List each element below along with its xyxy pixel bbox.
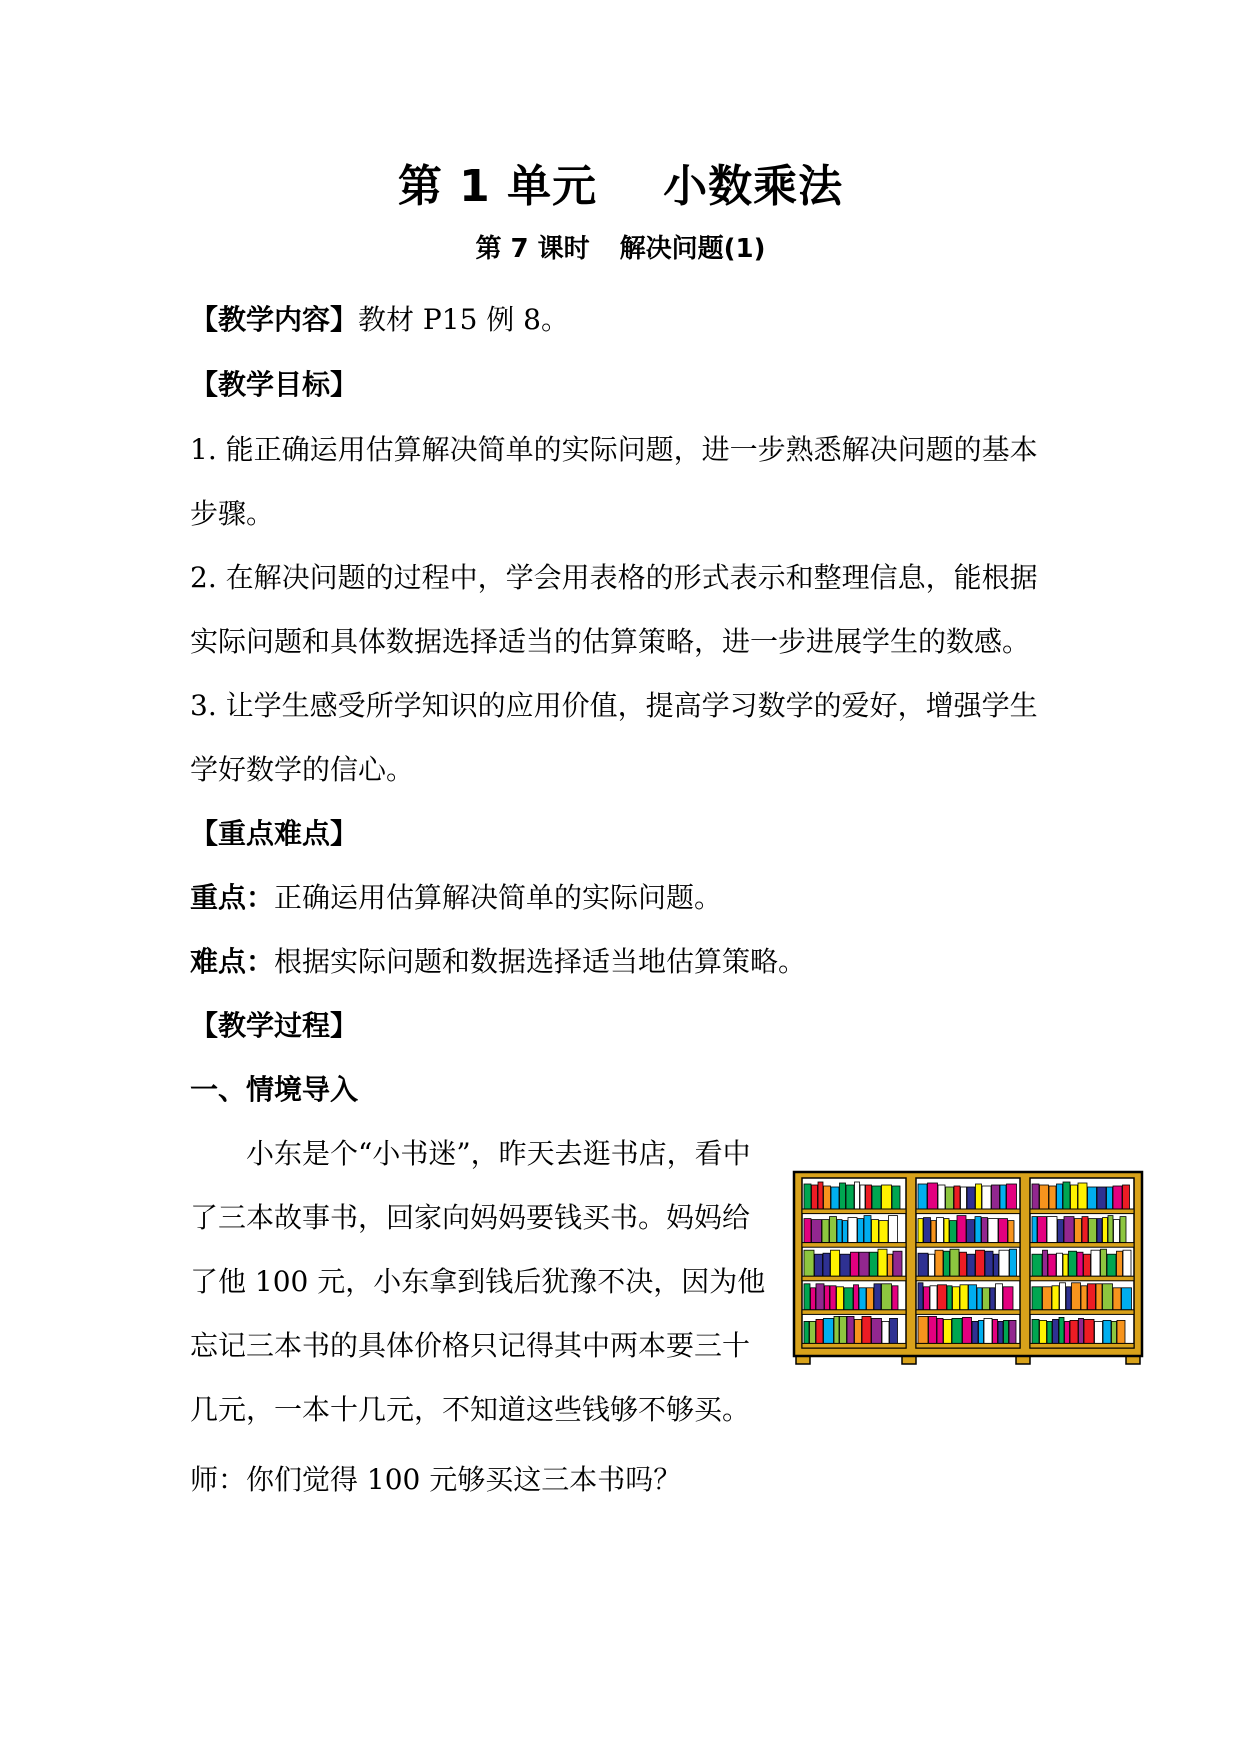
book xyxy=(918,1316,928,1343)
difficult-point-line xyxy=(190,942,806,982)
book xyxy=(1091,1250,1100,1276)
book xyxy=(1096,1284,1102,1310)
book xyxy=(1003,1287,1013,1310)
book xyxy=(1057,1184,1063,1209)
book xyxy=(929,1254,935,1276)
book xyxy=(1072,1283,1081,1310)
book xyxy=(1032,1184,1039,1209)
book xyxy=(889,1216,898,1243)
book xyxy=(892,1286,898,1310)
book xyxy=(804,1284,810,1310)
teaching-content-heading: 【教学内容】 xyxy=(190,303,359,336)
key-point-text: 正确运用估算解决简单的实际问题。 xyxy=(274,881,723,914)
book xyxy=(1084,1319,1094,1343)
book xyxy=(1060,1283,1066,1310)
book xyxy=(1070,1320,1078,1343)
book xyxy=(1088,1187,1097,1209)
book xyxy=(872,1186,881,1209)
book xyxy=(874,1284,881,1310)
lesson-title xyxy=(0,228,1241,265)
story-line-5: 几元，一本十几元，不知道这些钱够不够买。 xyxy=(190,1393,751,1426)
book xyxy=(967,1254,975,1276)
goal-1-text: 1. 能正确运用估算解决简单的实际问题，进一步熟悉解决问题的基本 xyxy=(190,433,1038,466)
book xyxy=(988,1219,998,1243)
unit-topic: 小数乘法 xyxy=(663,161,844,212)
book xyxy=(810,1321,816,1343)
book xyxy=(1063,1254,1068,1276)
book xyxy=(1057,1253,1063,1276)
book xyxy=(1112,1321,1117,1343)
book xyxy=(996,1284,1003,1310)
book xyxy=(984,1318,992,1343)
book xyxy=(1103,1218,1108,1243)
book xyxy=(822,1220,829,1243)
book xyxy=(831,1187,839,1209)
book xyxy=(937,1318,943,1343)
book xyxy=(815,1254,823,1276)
book xyxy=(812,1220,822,1243)
book xyxy=(953,1287,960,1310)
book xyxy=(950,1249,959,1276)
book xyxy=(935,1250,943,1276)
book xyxy=(918,1219,923,1243)
book xyxy=(843,1221,848,1243)
book xyxy=(848,1218,857,1243)
book xyxy=(1032,1319,1039,1343)
goal-1-line-2: 步骤。 xyxy=(190,497,275,530)
book xyxy=(967,1220,975,1243)
book xyxy=(976,1184,982,1209)
book xyxy=(1048,1254,1056,1276)
book xyxy=(957,1216,966,1243)
goal-2-text: 2. 在解决问题的过程中，学会用表格的形式表示和整理信息，能根据 xyxy=(190,561,1038,594)
book xyxy=(1089,1219,1097,1243)
book xyxy=(938,1185,945,1209)
book xyxy=(1122,1288,1132,1310)
book xyxy=(837,1287,844,1310)
shelf-board xyxy=(1030,1276,1134,1281)
book xyxy=(1038,1217,1047,1243)
book xyxy=(1004,1320,1009,1343)
book xyxy=(1008,1221,1014,1243)
book xyxy=(870,1252,878,1276)
book xyxy=(859,1288,866,1310)
shelf-board xyxy=(916,1243,1020,1248)
book xyxy=(1088,1284,1096,1310)
book xyxy=(960,1252,967,1276)
book xyxy=(1084,1254,1091,1276)
book xyxy=(1113,1186,1122,1209)
book xyxy=(872,1220,879,1243)
teacher-question: 师：你们觉得 100 元够买这三本书吗？ xyxy=(190,1463,682,1496)
book xyxy=(985,1251,993,1276)
book xyxy=(930,1286,937,1310)
book xyxy=(1097,1187,1106,1209)
teaching-content-line xyxy=(190,300,569,340)
book xyxy=(882,1321,889,1343)
book xyxy=(1052,1286,1059,1310)
story-line-3: 了他 100 元，小东拿到钱后犹豫不决，因为他 xyxy=(190,1265,766,1298)
book xyxy=(854,1285,859,1310)
book xyxy=(872,1318,882,1343)
book xyxy=(960,1285,968,1310)
book xyxy=(952,1318,962,1343)
book xyxy=(1063,1182,1070,1209)
key-points-heading: 【重点难点】 xyxy=(190,817,359,850)
book xyxy=(1009,1320,1016,1343)
book xyxy=(1040,1185,1049,1209)
book xyxy=(972,1321,978,1343)
book xyxy=(1117,1320,1125,1343)
book xyxy=(1078,1183,1087,1209)
book xyxy=(1107,1254,1116,1276)
difficult-point-text: 根据实际问题和数据选择适当地估算策略。 xyxy=(274,945,807,978)
book xyxy=(944,1251,950,1276)
book xyxy=(977,1288,982,1310)
book xyxy=(924,1287,930,1310)
book xyxy=(847,1316,854,1343)
story-line-2: 了三本故事书，回家向妈妈要钱买书。妈妈给 xyxy=(190,1201,751,1234)
book xyxy=(938,1285,947,1310)
book xyxy=(882,1185,892,1209)
goal-3-line-1 xyxy=(190,686,1052,726)
book xyxy=(893,1251,902,1276)
book xyxy=(1040,1320,1047,1343)
book xyxy=(1049,1186,1056,1209)
shelf-board xyxy=(802,1310,906,1315)
book xyxy=(931,1221,936,1243)
shelf-board xyxy=(916,1276,1020,1281)
book xyxy=(1000,1185,1006,1209)
book xyxy=(824,1318,834,1343)
book xyxy=(1053,1319,1059,1343)
book xyxy=(855,1182,860,1209)
book xyxy=(1069,1251,1077,1276)
book xyxy=(1097,1219,1102,1243)
goal-1-line-1 xyxy=(190,430,1052,470)
shelf-board xyxy=(1030,1209,1134,1214)
section-1-heading: 一、情境导入 xyxy=(190,1073,359,1106)
key-point-label: 重点： xyxy=(190,881,275,914)
book xyxy=(976,1250,985,1276)
book xyxy=(1079,1318,1084,1343)
book xyxy=(937,1218,944,1243)
book xyxy=(840,1183,846,1209)
book xyxy=(924,1218,931,1243)
book xyxy=(1108,1216,1113,1243)
book xyxy=(830,1286,836,1310)
book xyxy=(851,1252,859,1276)
teaching-content-text: 教材 P15 例 8。 xyxy=(358,303,570,336)
book xyxy=(918,1184,927,1209)
book xyxy=(983,1288,990,1310)
unit-title xyxy=(0,150,1241,214)
book xyxy=(999,1250,1009,1276)
shelf-board xyxy=(916,1343,1020,1348)
book xyxy=(816,1284,824,1310)
book xyxy=(946,1187,954,1209)
book xyxy=(994,1254,999,1276)
shelf-board xyxy=(1030,1343,1134,1348)
goal-3-line-2: 学好数学的信心。 xyxy=(190,753,415,786)
book xyxy=(1117,1251,1123,1276)
book xyxy=(944,1319,952,1343)
book xyxy=(858,1219,864,1243)
book xyxy=(1114,1220,1120,1243)
book xyxy=(1058,1220,1064,1243)
shelf-board xyxy=(802,1343,906,1348)
book xyxy=(1066,1287,1071,1310)
book xyxy=(1010,1249,1017,1276)
book xyxy=(824,1186,831,1209)
book xyxy=(1047,1217,1057,1243)
book xyxy=(1064,1217,1074,1243)
book xyxy=(979,1320,984,1343)
book xyxy=(866,1185,872,1209)
book xyxy=(918,1253,928,1276)
book xyxy=(892,1186,900,1209)
book xyxy=(811,1288,816,1310)
book xyxy=(982,1218,988,1243)
book xyxy=(975,1217,981,1243)
book xyxy=(804,1321,809,1343)
book xyxy=(928,1183,938,1209)
book xyxy=(1082,1217,1088,1243)
book xyxy=(812,1185,818,1209)
difficult-point-label: 难点： xyxy=(190,945,275,978)
book xyxy=(1123,1250,1131,1276)
book xyxy=(990,1288,995,1310)
story-line-1: 小东是个“小书迷”，昨天去逛书店，看中 xyxy=(246,1137,751,1170)
book xyxy=(882,1284,892,1310)
book xyxy=(1113,1288,1121,1310)
book xyxy=(1043,1250,1048,1276)
book xyxy=(947,1286,952,1310)
shelf-board xyxy=(1030,1310,1134,1315)
shelf-board xyxy=(916,1310,1020,1315)
book xyxy=(992,1185,1000,1209)
book xyxy=(993,1319,998,1343)
shelf-board xyxy=(802,1243,906,1248)
goal-3-text: 3. 让学生感受所学知识的应用价值，提高学习数学的爱好，增强学生 xyxy=(190,689,1038,722)
book xyxy=(879,1221,888,1243)
goals-heading: 【教学目标】 xyxy=(190,368,359,401)
book xyxy=(1120,1217,1126,1243)
book xyxy=(1103,1320,1111,1343)
book xyxy=(804,1219,811,1243)
book xyxy=(1007,1184,1017,1209)
book xyxy=(818,1182,823,1209)
book xyxy=(840,1316,847,1343)
lesson-number: 第 7 课时 xyxy=(475,234,590,264)
book xyxy=(890,1318,898,1343)
book xyxy=(1107,1187,1113,1209)
book xyxy=(804,1184,811,1209)
book xyxy=(929,1316,937,1343)
goal-2-line-2: 实际问题和具体数据选择适当的估算策略，进一步进展学生的数感。 xyxy=(190,625,1031,658)
book xyxy=(864,1216,871,1243)
book xyxy=(860,1185,865,1209)
book xyxy=(999,1219,1008,1243)
goal-2-line-1 xyxy=(190,558,1052,598)
book xyxy=(1101,1249,1107,1276)
shelf-board xyxy=(802,1209,906,1214)
book xyxy=(982,1186,991,1209)
book xyxy=(1081,1286,1087,1310)
story-line-4: 忘记三本书的具体价格只记得其中两本要三十 xyxy=(190,1329,751,1362)
book xyxy=(961,1187,967,1209)
book xyxy=(998,1321,1003,1343)
book xyxy=(837,1220,842,1243)
book xyxy=(1123,1185,1130,1209)
book xyxy=(878,1249,887,1276)
book xyxy=(816,1319,823,1343)
book xyxy=(1032,1254,1042,1276)
key-point-line xyxy=(190,878,722,918)
book xyxy=(823,1253,830,1276)
book xyxy=(944,1219,949,1243)
book xyxy=(846,1185,854,1209)
book xyxy=(844,1288,853,1310)
book xyxy=(1077,1252,1083,1276)
book xyxy=(1032,1287,1042,1310)
book xyxy=(804,1250,814,1276)
book xyxy=(1032,1217,1037,1243)
book xyxy=(855,1319,862,1343)
book xyxy=(1043,1287,1052,1310)
book xyxy=(950,1221,957,1243)
process-heading: 【教学过程】 xyxy=(190,1009,359,1042)
book xyxy=(1075,1219,1082,1243)
book xyxy=(831,1250,840,1276)
shelf-board xyxy=(1030,1243,1134,1248)
book xyxy=(862,1316,871,1343)
book xyxy=(963,1317,972,1343)
book xyxy=(954,1186,960,1209)
bookshelf-icon xyxy=(792,1170,1144,1366)
book xyxy=(1071,1185,1078,1209)
book xyxy=(1065,1321,1070,1343)
book xyxy=(830,1217,837,1243)
book xyxy=(918,1283,923,1310)
lesson-name: 解决问题(1) xyxy=(619,234,766,264)
book xyxy=(967,1187,975,1209)
shelf-board xyxy=(916,1209,1020,1214)
book xyxy=(834,1316,839,1343)
shelf-board xyxy=(802,1276,906,1281)
book xyxy=(1095,1321,1103,1343)
book xyxy=(867,1288,874,1310)
unit-number: 第 1 单元 xyxy=(397,161,598,212)
book xyxy=(969,1285,977,1310)
book xyxy=(825,1286,830,1310)
book xyxy=(1059,1317,1064,1343)
book xyxy=(888,1254,893,1276)
book xyxy=(840,1254,850,1276)
book xyxy=(859,1252,869,1276)
book xyxy=(1047,1321,1052,1343)
book xyxy=(1103,1284,1113,1310)
